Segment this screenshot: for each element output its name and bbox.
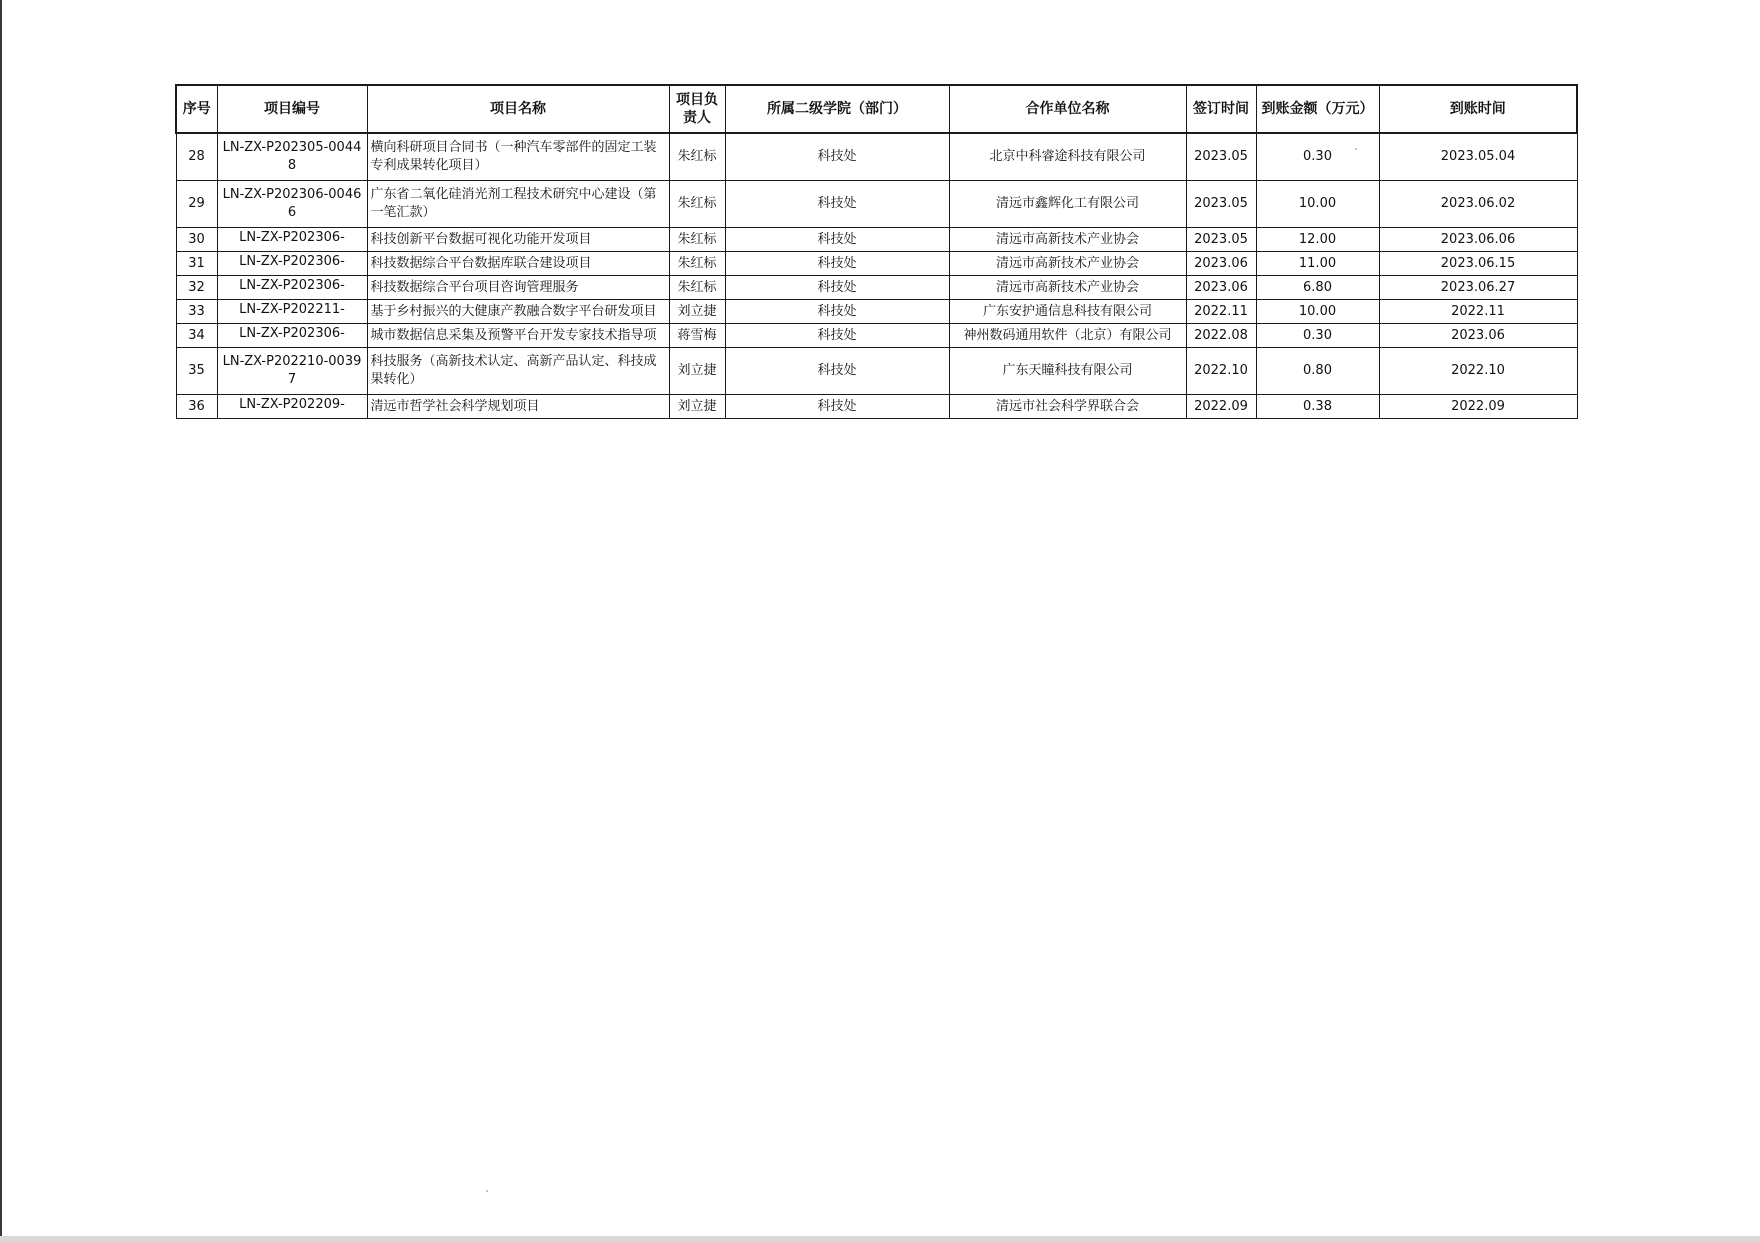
cell-serial-no: 34 (176, 324, 217, 348)
header-serial-no: 序号 (176, 85, 217, 133)
cell-signed-date: 2023.05 (1186, 181, 1256, 228)
table-row (176, 324, 1577, 348)
cell-partner-unit: 清远市鑫辉化工有限公司 (949, 181, 1186, 228)
cell-project-leader: 刘立捷 (669, 348, 725, 395)
project-code-text: LN-ZX-P202209- (239, 396, 345, 412)
cell-project-code (217, 252, 367, 276)
cell-department: 科技处 (725, 181, 949, 228)
cell-serial-no: 32 (176, 276, 217, 300)
cell-project-code (217, 276, 367, 300)
scan-bottom-edge (0, 1236, 1760, 1241)
cell-signed-date: 2023.05 (1186, 228, 1256, 252)
project-code-text: LN-ZX-P202306- (239, 325, 345, 341)
cell-department: 科技处 (725, 300, 949, 324)
cell-amount-received: 12.00 (1256, 228, 1379, 252)
cell-amount-received: 0.30 (1256, 324, 1379, 348)
cell-received-date: 2023.06.06 (1379, 228, 1577, 252)
cell-received-date: 2023.06 (1379, 324, 1577, 348)
cell-department: 科技处 (725, 252, 949, 276)
table-body (176, 133, 1577, 419)
table-row (176, 300, 1577, 324)
project-code-text: LN-ZX-P202305-00448 (222, 140, 362, 173)
cell-amount-received: 0.38 (1256, 395, 1379, 419)
project-code-text: LN-ZX-P202210-00397 (222, 354, 362, 387)
cell-amount-received: 0.30 (1256, 133, 1379, 181)
table-row (176, 252, 1577, 276)
table-row (176, 228, 1577, 252)
cell-signed-date: 2022.11 (1186, 300, 1256, 324)
cell-received-date: 2022.09 (1379, 395, 1577, 419)
table-row (176, 276, 1577, 300)
cell-project-name: 科技数据综合平台项目咨询管理服务 (367, 276, 669, 300)
cell-amount-received: 10.00 (1256, 181, 1379, 228)
header-partner-unit: 合作单位名称 (949, 85, 1186, 133)
table-row (176, 181, 1577, 228)
header-department: 所属二级学院（部门） (725, 85, 949, 133)
cell-serial-no: 31 (176, 252, 217, 276)
cell-department: 科技处 (725, 133, 949, 181)
cell-received-date: 2022.11 (1379, 300, 1577, 324)
cell-project-name: 广东省二氧化硅消光剂工程技术研究中心建设（第一笔汇款） (367, 181, 669, 228)
cell-project-name: 城市数据信息采集及预警平台开发专家技术指导项 (367, 324, 669, 348)
project-funding-table (175, 84, 1578, 419)
cell-department: 科技处 (725, 324, 949, 348)
cell-project-name: 清远市哲学社会科学规划项目 (367, 395, 669, 419)
table-header (176, 85, 1577, 133)
cell-project-code (217, 395, 367, 419)
cell-partner-unit: 北京中科睿途科技有限公司 (949, 133, 1186, 181)
cell-signed-date: 2023.06 (1186, 276, 1256, 300)
header-amount-received: 到账金额（万元） (1256, 85, 1379, 133)
project-code-text: LN-ZX-P202306- (239, 277, 345, 293)
cell-project-leader: 朱红标 (669, 181, 725, 228)
cell-signed-date: 2022.08 (1186, 324, 1256, 348)
cell-amount-received: 11.00 (1256, 252, 1379, 276)
cell-project-name: 基于乡村振兴的大健康产教融合数字平台研发项目 (367, 300, 669, 324)
scan-speck (486, 1190, 488, 1192)
cell-project-name: 横向科研项目合同书（一种汽车零部件的固定工装专利成果转化项目） (367, 133, 669, 181)
cell-project-code (217, 181, 367, 228)
project-code-text: LN-ZX-P202306-00466 (222, 187, 362, 220)
cell-received-date: 2023.05.04 (1379, 133, 1577, 181)
cell-received-date: 2022.10 (1379, 348, 1577, 395)
cell-department: 科技处 (725, 395, 949, 419)
table-row (176, 133, 1577, 181)
cell-project-name: 科技数据综合平台数据库联合建设项目 (367, 252, 669, 276)
cell-project-code (217, 324, 367, 348)
header-row (176, 85, 1577, 133)
cell-partner-unit: 神州数码通用软件（北京）有限公司 (949, 324, 1186, 348)
cell-partner-unit: 广东安护通信息科技有限公司 (949, 300, 1186, 324)
header-received-date: 到账时间 (1379, 85, 1577, 133)
cell-project-leader: 朱红标 (669, 252, 725, 276)
cell-received-date: 2023.06.02 (1379, 181, 1577, 228)
project-code-text: LN-ZX-P202306- (239, 229, 345, 245)
cell-project-leader: 蒋雪梅 (669, 324, 725, 348)
cell-project-name: 科技服务（高新技术认定、高新产品认定、科技成果转化） (367, 348, 669, 395)
cell-received-date: 2023.06.15 (1379, 252, 1577, 276)
cell-department: 科技处 (725, 228, 949, 252)
cell-project-leader: 刘立捷 (669, 395, 725, 419)
cell-received-date: 2023.06.27 (1379, 276, 1577, 300)
cell-serial-no: 36 (176, 395, 217, 419)
cell-partner-unit: 清远市高新技术产业协会 (949, 276, 1186, 300)
cell-project-leader: 朱红标 (669, 133, 725, 181)
cell-serial-no: 28 (176, 133, 217, 181)
cell-signed-date: 2023.06 (1186, 252, 1256, 276)
cell-project-leader: 朱红标 (669, 276, 725, 300)
header-signed-date: 签订时间 (1186, 85, 1256, 133)
cell-serial-no: 35 (176, 348, 217, 395)
cell-partner-unit: 清远市高新技术产业协会 (949, 252, 1186, 276)
table-row (176, 395, 1577, 419)
cell-project-code (217, 300, 367, 324)
scan-speck (1355, 148, 1357, 150)
cell-serial-no: 29 (176, 181, 217, 228)
project-code-text: LN-ZX-P202306- (239, 253, 345, 269)
cell-amount-received: 0.80 (1256, 348, 1379, 395)
cell-partner-unit: 广东天瞳科技有限公司 (949, 348, 1186, 395)
cell-project-code (217, 133, 367, 181)
cell-project-code (217, 348, 367, 395)
cell-project-leader: 朱红标 (669, 228, 725, 252)
cell-signed-date: 2023.05 (1186, 133, 1256, 181)
header-project-code: 项目编号 (217, 85, 367, 133)
cell-signed-date: 2022.09 (1186, 395, 1256, 419)
cell-department: 科技处 (725, 276, 949, 300)
cell-partner-unit: 清远市高新技术产业协会 (949, 228, 1186, 252)
cell-project-code (217, 228, 367, 252)
header-project-leader: 项目负责人 (669, 85, 725, 133)
cell-partner-unit: 清远市社会科学界联合会 (949, 395, 1186, 419)
cell-serial-no: 33 (176, 300, 217, 324)
header-project-name: 项目名称 (367, 85, 669, 133)
cell-signed-date: 2022.10 (1186, 348, 1256, 395)
cell-amount-received: 6.80 (1256, 276, 1379, 300)
scan-left-edge (0, 0, 2, 1241)
cell-project-name: 科技创新平台数据可视化功能开发项目 (367, 228, 669, 252)
cell-project-leader: 刘立捷 (669, 300, 725, 324)
cell-amount-received: 10.00 (1256, 300, 1379, 324)
project-code-text: LN-ZX-P202211- (239, 301, 345, 317)
cell-serial-no: 30 (176, 228, 217, 252)
cell-department: 科技处 (725, 348, 949, 395)
table-row (176, 348, 1577, 395)
